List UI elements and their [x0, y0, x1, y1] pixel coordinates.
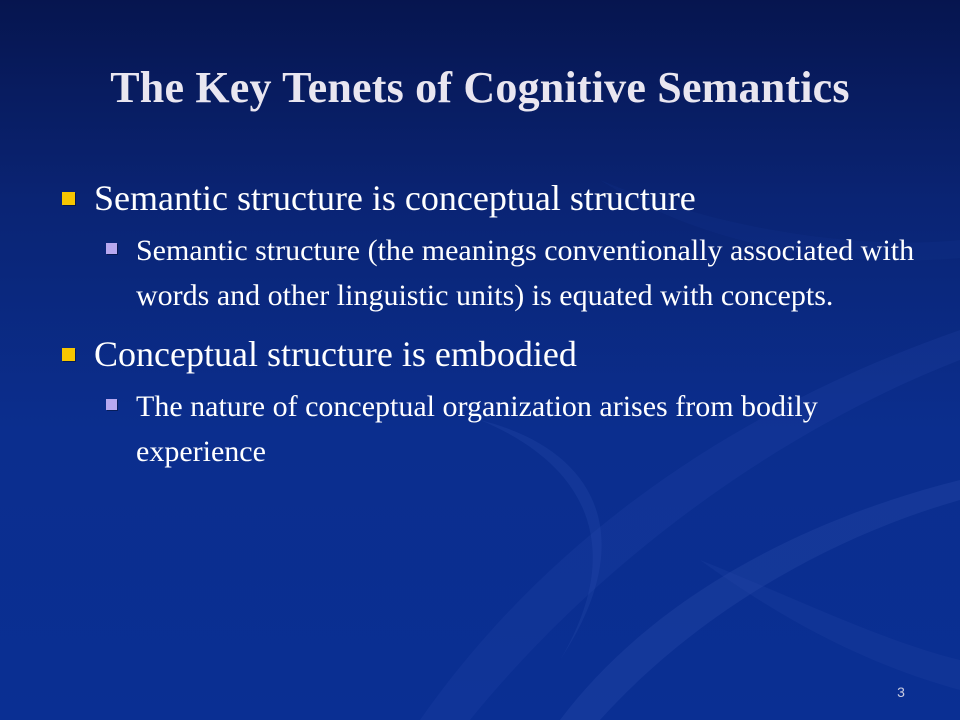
bullet-point-2: [60, 332, 920, 376]
sub-bullet-point-2-text: The nature of conceptual organization arises from bodily experience: [136, 390, 818, 468]
slide-title: The Key Tenets of Cognitive Semantics: [110, 63, 850, 112]
sub-bullet-point-2: [102, 384, 920, 474]
sub-bullet-point-1-text: Semantic structure (the meanings conventionally associated with words and other linguistic units) is equated with concepts.: [136, 234, 915, 312]
square-bullet-icon: [106, 243, 117, 254]
sub-bullet-point-1: [102, 228, 920, 318]
square-bullet-icon: [62, 348, 75, 361]
square-bullet-icon: [106, 399, 117, 410]
bullet-point-1: [60, 176, 920, 220]
page-number: 3: [897, 684, 905, 700]
bullet-point-2-text: Conceptual structure is embodied: [94, 334, 577, 374]
bullet-point-1-text: Semantic structure is conceptual structure: [94, 178, 696, 218]
bullet-list: [60, 176, 920, 488]
square-bullet-icon: [62, 192, 75, 205]
